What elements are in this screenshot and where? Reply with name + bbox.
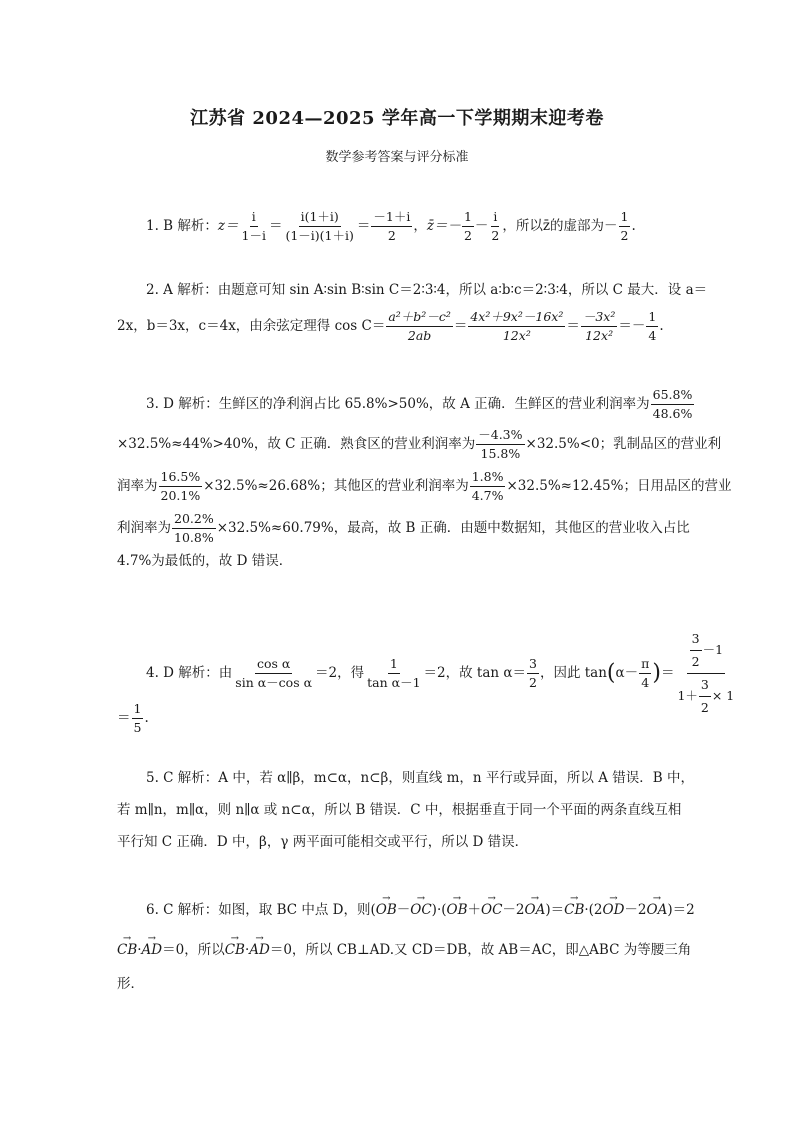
answer-5-line-2: 若 m∥n，m∥α，则 n∥α 或 n⊂α，所以 B 错误．C 中，根据垂直于同一个平面的两条直线互相 — [117, 802, 682, 818]
answer-3-line-4: 利润率为 $\frac{20.2\%}{10.8\%}$ ×32.5%≈60.79%，最高，故 B 正确．由题中数据知，其他区的营业收入占比 — [117, 511, 690, 545]
page-subtitle: 数学参考答案与评分标准 — [325, 150, 469, 165]
answer-3-line-1: 3. D 解析：生鲜区的净利润占比 65.8%>50%，故 A 正确．生鲜区的营业利润率为 $\frac{65.8\%}{48.6\%}$ — [146, 387, 693, 421]
answer-2-line-1: 2. A 解析：由题意可知 sin A∶sin B∶sin C＝2∶3∶4，所以 a∶b∶c＝2∶3∶4，所以 C 最大．设 a＝ — [146, 282, 708, 298]
answer-2-line-2: 2x，b＝3x，c＝4x，由余弦定理得 cos C＝ $\frac{\text{a²＋b²－c²}}{2ab}$ ＝ $\frac{\text{4x²＋9x²－16x²}}{\text{12x²}}$ ＝ $\frac{\text{－3x²}}{\text{12x²}}$ ＝－ $\frac{1}{4}$ . — [117, 309, 664, 343]
answer-5-line-1: 5. C 解析：A 中，若 α∥β，m⊂α，n⊂β，则直线 m，n 平行或异面，所以 A 错误．B 中， — [146, 770, 694, 786]
answer-6-line-2: → CB·→ AD＝0，所以→ CB·→ AD＝0，所以 CB⊥AD.又 CD＝DB，故 AB＝AC，即△ABC 为等腰三角 — [117, 940, 691, 960]
page-title: 江苏省 2024—2025 学年高一下学期期末迎考卷 — [190, 108, 604, 129]
answer-4-line-2: ＝ $\frac{1}{5}$ . — [117, 701, 149, 735]
answer-5-line-3: 平行知 C 正确．D 中，β，γ 两平面可能相交或平行，所以 D 错误． — [117, 834, 529, 850]
answer-6-line-3: 形． — [117, 976, 144, 992]
answer-3-line-5: 4.7%为最低的，故 D 错误． — [117, 553, 293, 569]
answer-1: 1. B 解析：z＝ $\frac{i}{1-i}$ ＝ $\frac{i(1+i)}{(1-i)(1+i)}$ ＝ $\frac{-1+i}{2}$ ，z̄＝－ $\frac{1}{2}$ － $\frac{i}{2}$ ，所以z̄的虚部为－ $\frac{1}{2}$ . — [146, 209, 636, 243]
answer-3-line-2: ×32.5%≈44%>40%，故 C 正确．熟食区的营业利润率为 $\frac{-4.3\%}{15.8\%}$ ×32.5%<0；乳制品区的营业利 — [117, 427, 722, 461]
answer-6-line-1: 6. C 解析：如图，取 BC 中点 D，则(→ OB－→ OC)·(→ OB＋→ OC－2→ OA)＝→ CB·(2→ OD－2→ OA)＝2 — [146, 900, 695, 920]
answer-3-line-3: 润率为 $\frac{16.5\%}{20.1\%}$ ×32.5%≈26.68%；其他区的营业利润率为 $\frac{1.8\%}{4.7\%}$ ×32.5%≈12.45%；日用品区的营业 — [117, 469, 732, 503]
answer-4-line-1: 4. D 解析：由 $\frac{\text{cos α}}{\text{sin α－cos α}}$ ＝2，得 $\frac{1}{\text{tan α－1}}$ ＝2，故 tan α＝ $\frac{3}{2}$ ，因此 tan(α－ $\frac{\pi}{4}$ )＝ $\frac{3}{2}$ －1 1＋ $\frac{3}{2}$ × 1 — [146, 628, 737, 719]
